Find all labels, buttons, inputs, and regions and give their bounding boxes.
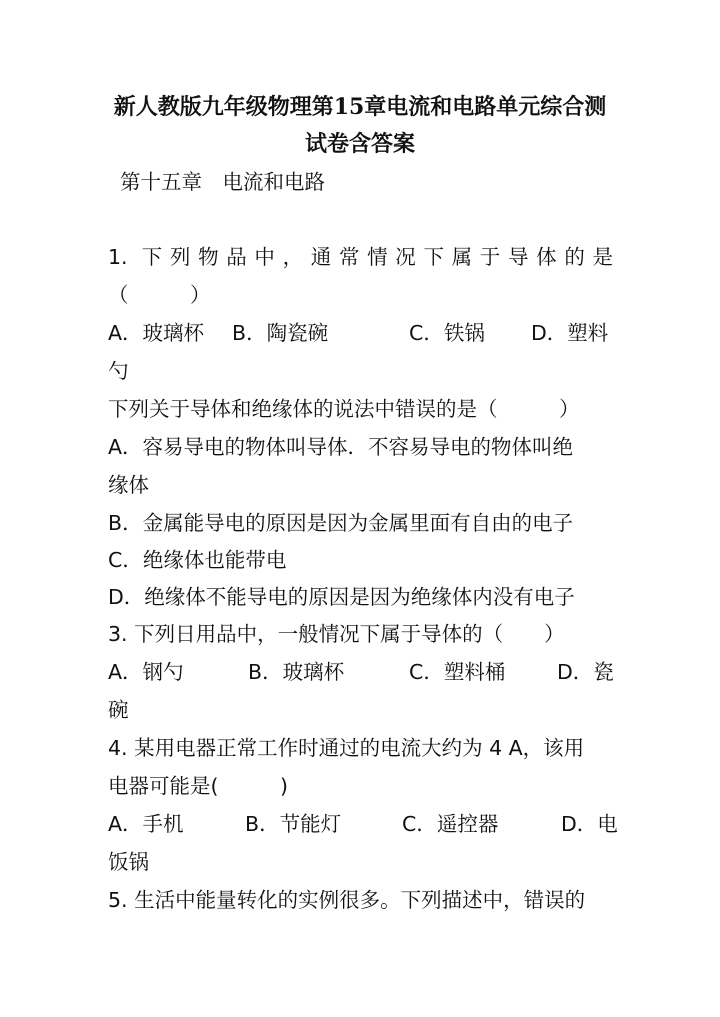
question-2-option-b: B．金属能导电的原因是因为金属里面有自由的电子 bbox=[108, 511, 574, 535]
option-b: B．陶瓷碗 bbox=[232, 321, 329, 345]
question-1-option-d-wrap: 勺 bbox=[108, 359, 129, 383]
option-b: B．玻璃杯 bbox=[248, 660, 345, 684]
question-5-stem: 5. 生活中能量转化的实例很多。下列描述中，错误的 bbox=[108, 888, 586, 912]
question-1-stem: 1. 下列物品中，通常情况下属于导体的是 bbox=[108, 245, 613, 269]
chapter-heading: 第十五章 电流和电路 bbox=[120, 170, 325, 194]
question-2-option-a: A．容易导电的物体叫导体．不容易导电的物体叫绝 bbox=[108, 435, 574, 459]
document-title-line-2: 试卷含答案 bbox=[304, 131, 415, 157]
option-b: B．节能灯 bbox=[245, 812, 342, 836]
question-4-option-d-wrap: 饭锅 bbox=[108, 850, 149, 874]
option-d: D．瓷 bbox=[557, 660, 614, 684]
option-c: C．铁锅 bbox=[409, 321, 485, 345]
question-4-options bbox=[108, 812, 618, 836]
question-3-stem: 3. 下列日用品中，一般情况下属于导体的（ ） bbox=[108, 622, 565, 646]
option-d: D．电 bbox=[561, 812, 618, 836]
question-3-options bbox=[108, 662, 613, 684]
question-1-blank: （ ） bbox=[108, 283, 211, 307]
option-c: C．遥控器 bbox=[402, 812, 499, 836]
option-d: D．塑料 bbox=[531, 321, 609, 345]
document-title-line-1: 新人教版九年级物理第15章电流和电路单元综合测 bbox=[113, 94, 607, 120]
question-2-option-a-wrap: 缘体 bbox=[108, 473, 149, 497]
question-4-stem: 4. 某用电器正常工作时通过的电流大约为 4 A，该用 bbox=[108, 736, 585, 760]
question-4-stem-cont: 电器可能是( ) bbox=[108, 774, 288, 798]
question-3-option-d-wrap: 碗 bbox=[108, 698, 129, 722]
question-2-stem: 下列关于导体和绝缘体的说法中错误的是（ ） bbox=[108, 397, 580, 421]
question-1-options bbox=[108, 323, 613, 345]
option-c: C．塑料桶 bbox=[409, 660, 506, 684]
option-a: A．手机 bbox=[108, 812, 184, 836]
question-2-option-d: D．绝缘体不能导电的原因是因为绝缘体内没有电子 bbox=[108, 585, 575, 609]
option-a: A．钢勺 bbox=[108, 660, 184, 684]
question-2-option-c: C．绝缘体也能带电 bbox=[108, 548, 287, 572]
option-a: A．玻璃杯 bbox=[108, 321, 205, 345]
